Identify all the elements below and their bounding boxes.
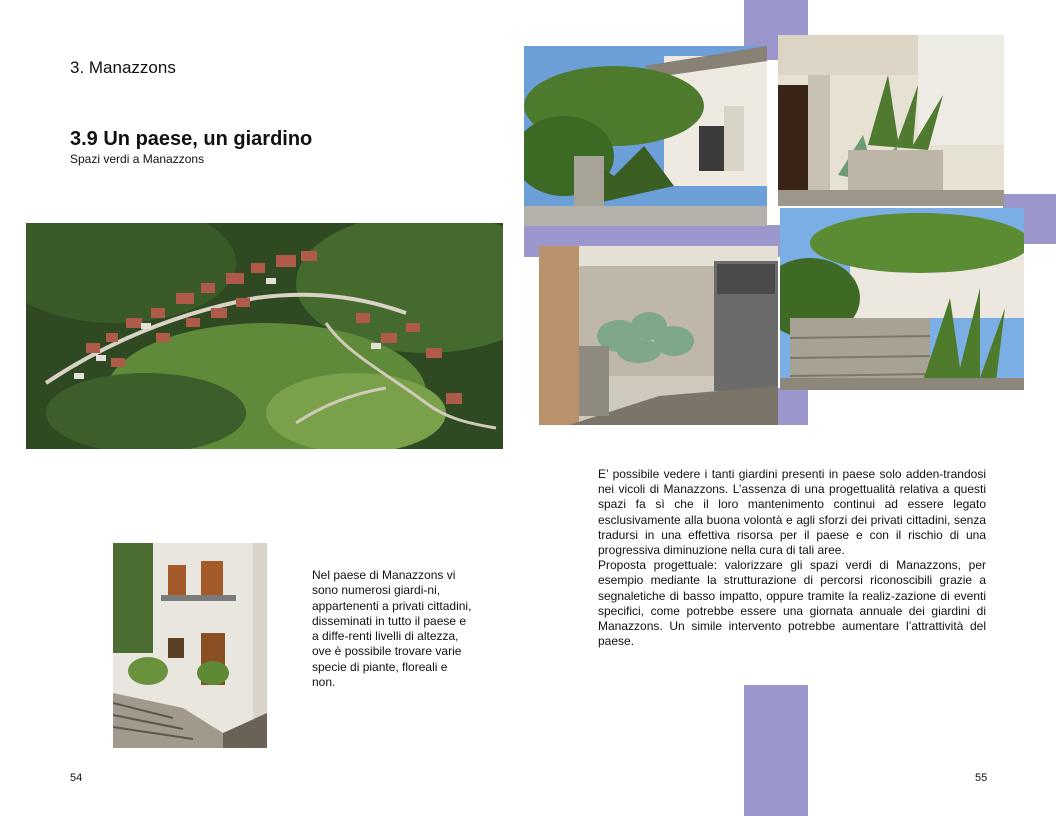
page-number-right: 55 <box>975 772 988 784</box>
page-number-left: 54 <box>70 772 83 784</box>
garden-photo-4 <box>780 208 1024 390</box>
body-paragraph-2: Proposta progettuale: valorizzare gli spazi verdi di Manazzons, per esempio mediante la strutturazione di percorsi riconoscibili grazie a segnaletiche di basso impatto, oppure tramite la realiz-zazione di eventi specifici, come potrebbe essere una giornata annuale dei giardini di Manazzons. Un simile intervento potrebbe aumentare l’attrattività del paese. <box>598 558 986 649</box>
section-title: 3.9 Un paese, un giardino <box>70 128 313 150</box>
left-description: Nel paese di Manazzons vi sono numerosi giardi-ni, appartenenti a privati cittadini, disseminati in tutto il paese e a diffe-renti livelli di altezza, ove è possibile trovare varie specie di piante, floreali e non. <box>312 568 472 690</box>
section-subtitle: Spazi verdi a Manazzons <box>70 152 205 166</box>
aerial-village-photo <box>26 223 503 449</box>
purple-block-bottom <box>744 685 808 816</box>
chapter-heading: 3. Manazzons <box>70 58 176 77</box>
house-garden-photo <box>113 543 267 748</box>
body-paragraph-1: E’ possibile vedere i tanti giardini presenti in paese solo adden-trandosi nei vicoli di Manazzons. L’assenza di una progettualità relativa a questi spazi fa sì che il loro mantenimento continui ad essere legato esclusivamente alla buona volontà e agli sforzi dei privati cittadini, senza tradursi in una effettiva risorsa per il paese e con il rischio di una progressiva diminuzione nella cura di tali aree. <box>598 467 986 558</box>
right-body-text <box>598 467 986 649</box>
garden-photo-2 <box>778 35 1004 206</box>
garden-photo-1 <box>524 46 767 226</box>
garden-photo-3 <box>539 246 778 425</box>
purple-block-lower <box>778 388 808 425</box>
